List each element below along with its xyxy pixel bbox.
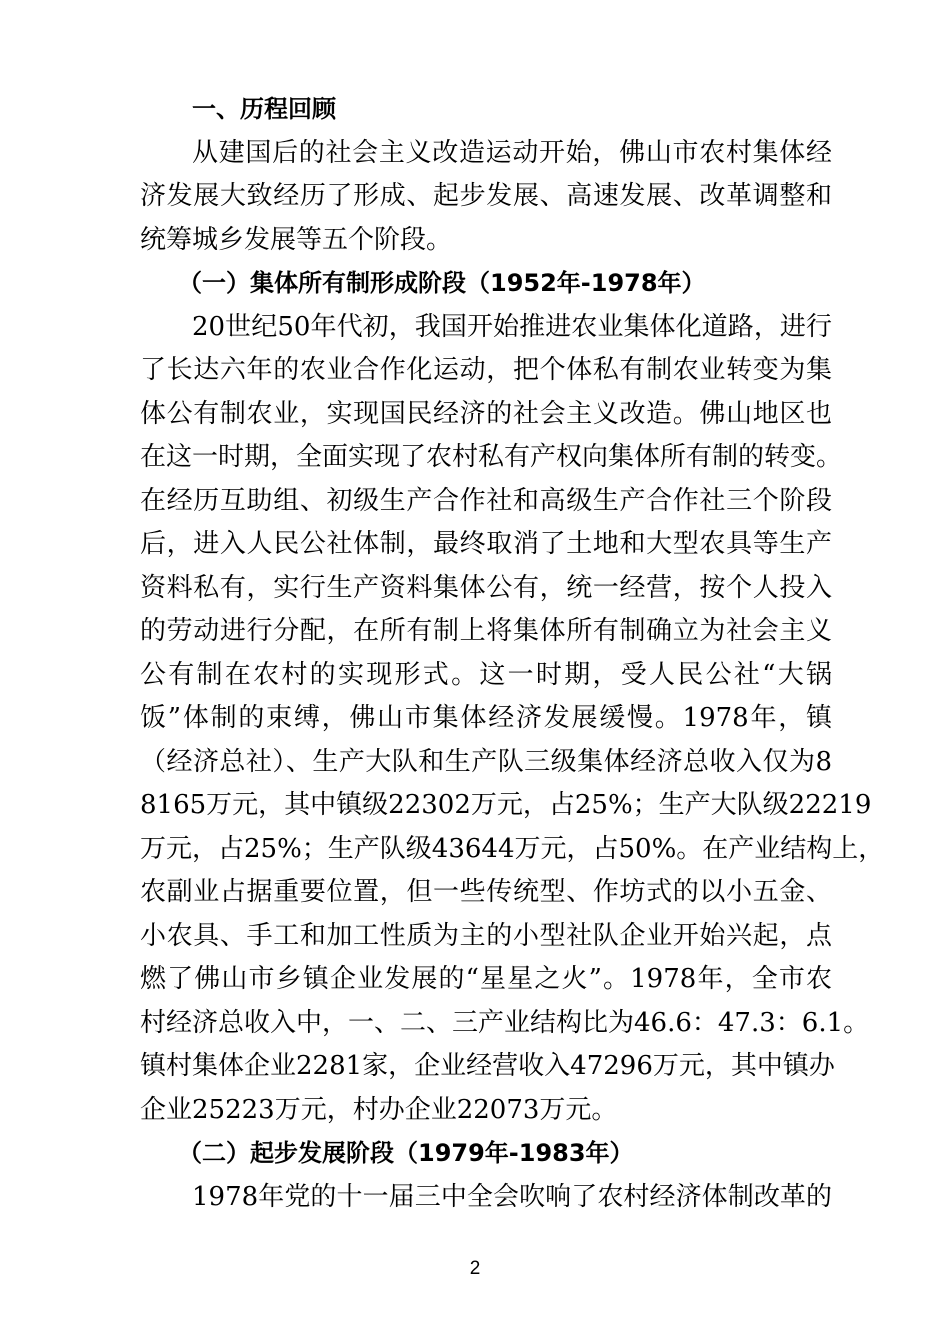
- paragraph-line: 体公有制农业，实现国民经济的社会主义改造。佛山地区也: [140, 398, 832, 429]
- paragraph-line: 农副业占据重要位置，但一些传统型、作坊式的以小五金、: [140, 877, 832, 907]
- paragraph-line: 统筹城乡发展等五个阶段。: [140, 224, 453, 255]
- paragraph-line: （经济总社）、生产大队和生产队三级集体经济总收入仅为8: [140, 746, 832, 777]
- paragraph-line: 20世纪50年代初，我国开始推进农业集体化道路，进行: [192, 311, 832, 342]
- section-title-2: （二）起步发展阶段（1979年-1983年）: [178, 1139, 634, 1167]
- paragraph-line: 万元，占25%；生产队级43644万元，占50%。在产业结构上，: [140, 833, 885, 864]
- paragraph-line: 从建国后的社会主义改造运动开始，佛山市农村集体经: [192, 137, 832, 168]
- paragraph-line: 资料私有，实行生产资料集体公有，统一经营，按个人投入: [140, 572, 832, 603]
- document-page: [140, 88, 885, 1219]
- paragraph-line: 在经历互助组、初级生产合作社和高级生产合作社三个阶段: [140, 485, 832, 516]
- paragraph-line: 1978年党的十一届三中全会吹响了农村经济体制改革的: [192, 1181, 832, 1212]
- paragraph-line: 济发展大致经历了形成、起步发展、高速发展、改革调整和: [140, 181, 832, 211]
- paragraph-line: 饭”体制的束缚，佛山市集体经济发展缓慢。1978年，镇: [140, 703, 832, 733]
- chapter-heading: 一、历程回顾: [192, 95, 336, 123]
- section-title-1: （一）集体所有制形成阶段（1952年-1978年）: [178, 269, 706, 297]
- paragraph-line: 村经济总收入中，一、二、三产业结构比为46.6：47.3：6.1。: [140, 1007, 870, 1038]
- paragraph-line: 的劳动进行分配，在所有制上将集体所有制确立为社会主义: [140, 616, 832, 646]
- paragraph-line: 燃了佛山市乡镇企业发展的“星星之火”。1978年，全市农: [140, 964, 832, 994]
- paragraph-line: 企业25223万元，村办企业22073万元。: [140, 1094, 618, 1125]
- paragraph-line: 小农具、手工和加工性质为主的小型社队企业开始兴起，点: [140, 920, 832, 951]
- paragraph-line: 了长达六年的农业合作化运动，把个体私有制农业转变为集: [140, 355, 832, 385]
- page-number: 2: [469, 1258, 481, 1279]
- paragraph-line: 在这一时期，全面实现了农村私有产权向集体所有制的转变。: [140, 442, 843, 472]
- paragraph-line: 8165万元，其中镇级22302万元，占25%；生产大队级22219: [140, 790, 872, 820]
- paragraph-line: 公有制在农村的实现形式。这一时期，受人民公社“大锅: [140, 659, 832, 690]
- paragraph-line: 后，进入人民公社体制，最终取消了土地和大型农具等生产: [140, 529, 832, 559]
- paragraph-line: 镇村集体企业2281家，企业经营收入47296万元，其中镇办: [140, 1051, 835, 1081]
